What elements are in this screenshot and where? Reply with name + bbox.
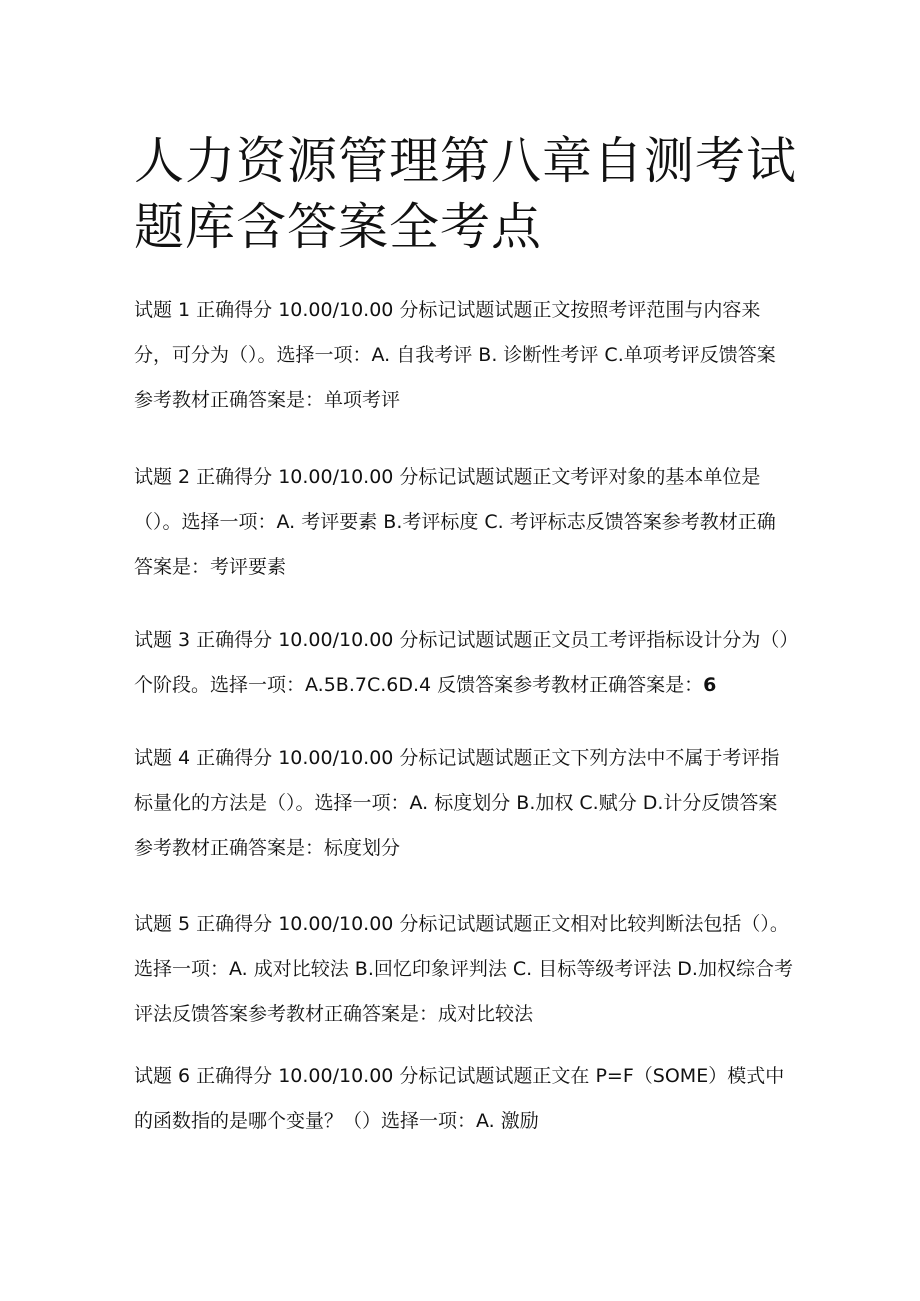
question-5-text: 试题 5 正确得分 10.00/10.00 分标记试题试题正文相对比较判断法包括（）。选择一项：A. 成对比较法 B.回忆印象评判法 C. 目标等级考评法 D.加权综合考评法反馈答案参考教材正确答案是：成对比较法	[134, 913, 793, 1025]
question-1	[134, 288, 794, 423]
document-title: 人力资源管理第八章自测考试题库含答案全考点	[134, 132, 797, 256]
question-3	[134, 618, 794, 708]
question-1-text: 试题 1 正确得分 10.00/10.00 分标记试题试题正文按照考评范围与内容来分，可分为（）。选择一项：A. 自我考评 B. 诊断性考评 C.单项考评反馈答案参考教材正确答案是：单项考评	[134, 299, 776, 411]
question-3-text: 试题 3 正确得分 10.00/10.00 分标记试题试题正文员工考评指标设计分为（）个阶段。选择一项：A.5B.7C.6D.4 反馈答案参考教材正确答案是：	[134, 629, 789, 696]
question-4	[134, 736, 794, 871]
question-2	[134, 455, 794, 590]
question-6-text: 试题 6 正确得分 10.00/10.00 分标记试题试题正文在 P=F（SOME）模式中的函数指的是哪个变量？（）选择一项：A. 激励	[134, 1065, 785, 1132]
question-2-text: 试题 2 正确得分 10.00/10.00 分标记试题试题正文考评对象的基本单位是（）。选择一项：A. 考评要素 B.考评标度 C. 考评标志反馈答案参考教材正确答案是：考评要素	[134, 466, 776, 578]
question-5	[134, 902, 794, 1037]
question-6	[134, 1054, 794, 1144]
question-4-text: 试题 4 正确得分 10.00/10.00 分标记试题试题正文下列方法中不属于考评指标量化的方法是（）。选择一项：A. 标度划分 B.加权 C.赋分 D.计分反馈答案参考教材正确答案是：标度划分	[134, 747, 780, 859]
question-3-answer: 6	[703, 674, 717, 696]
